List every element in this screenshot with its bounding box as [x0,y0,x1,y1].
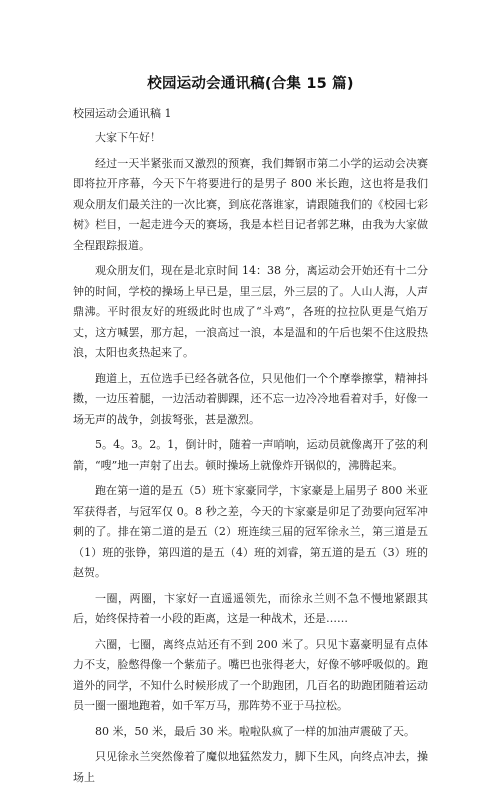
paragraph-laps: 一圈，两圈，卞家好一直遥遥领先，而徐永兰则不急不慢地紧跟其后，始终保持着一小段的距离，这是一种战术，还是…… [73,591,428,625]
paragraph-final-stretch: 六圈，七圈，离终点站还有不到 200 米了。只见卞嘉豪明显有点体力不支，脸憋得像一个紫茄子。嘴巴也张得老大，好像不够呼吸似的。跑道外的同学，不知什么时候形成了一个助跑团，几百名的助跑团随着运动员一圈一圈地跑着，如千军万马，那阵势不亚于马拉松。 [73,637,428,712]
article-subtitle: 校园运动会通讯稿 1 [73,107,172,120]
paragraph-sprint: 只见徐永兰突然像着了魔似地猛然发力，脚下生风，向终点冲去，操场上 [73,750,428,784]
article-body [73,128,428,788]
document-title: 校园运动会通讯稿(合集 15 篇) [147,76,354,92]
paragraph-greeting: 大家下午好！ [95,131,161,144]
paragraph-intro: 经过一天半紧张而又激烈的预赛，我们舞钢市第二小学的运动会决赛即将拉开序幕，今天下午将要进行的是男子 800 米长跑，这也将是我们观众朋友们最关注的一次比赛，到底花落谁家，请跟随我们的《校园七彩树》栏目，一起走进今天的赛场，我是本栏目记者郭艺琳，由我为大家做全程跟踪报道。 [73,156,428,252]
paragraph-track: 跑道上，五位选手已经各就各位，只见他们一个个摩拳擦掌，精神抖擞，一边压着腿，一边活动着脚踝，还不忘一边冷冷地看着对手，好像一场无声的战争，剑拔弩张，甚是激烈。 [73,371,428,426]
paragraph-countdown: 5。4。3。2。1，倒计时，随着一声哨响，运动员就像离开了弦的利箭，“嗖”地一声射了出去。顿时操场上就像炸开锅似的，沸腾起来。 [73,438,428,472]
paragraph-last-meters: 80 米，50 米，最后 30 米。啦啦队疯了一样的加油声震破了天。 [95,724,415,738]
paragraph-scene: 观众朋友们，现在是北京时间 14：38 分，离运动会开始还有十二分钟的时间，学校的操场上早已是，里三层，外三层的了。人山人海，人声鼎沸。平时很友好的班级此时也成了“斗鸡”，各班的拉拉队更是气焰万丈，这方喊罢，那方起，一浪高过一浪，本是温和的午后也架不住这股热浪，太阳也炙热起来了。 [73,264,428,359]
paragraph-lanes: 跑在第一道的是五（5）班卞家豪同学，卞家豪是上届男子 800 米亚军获得者，与冠军仅 0。8 秒之差，今天的卞家豪是卯足了劲要向冠军冲刺的了。排在第二道的是五（2）班连续三届的冠军徐永兰，第三道是五（1）班的张铮，第四道的是五（4）班的刘睿，第五道的是五（3）班的赵贺。 [73,484,428,579]
